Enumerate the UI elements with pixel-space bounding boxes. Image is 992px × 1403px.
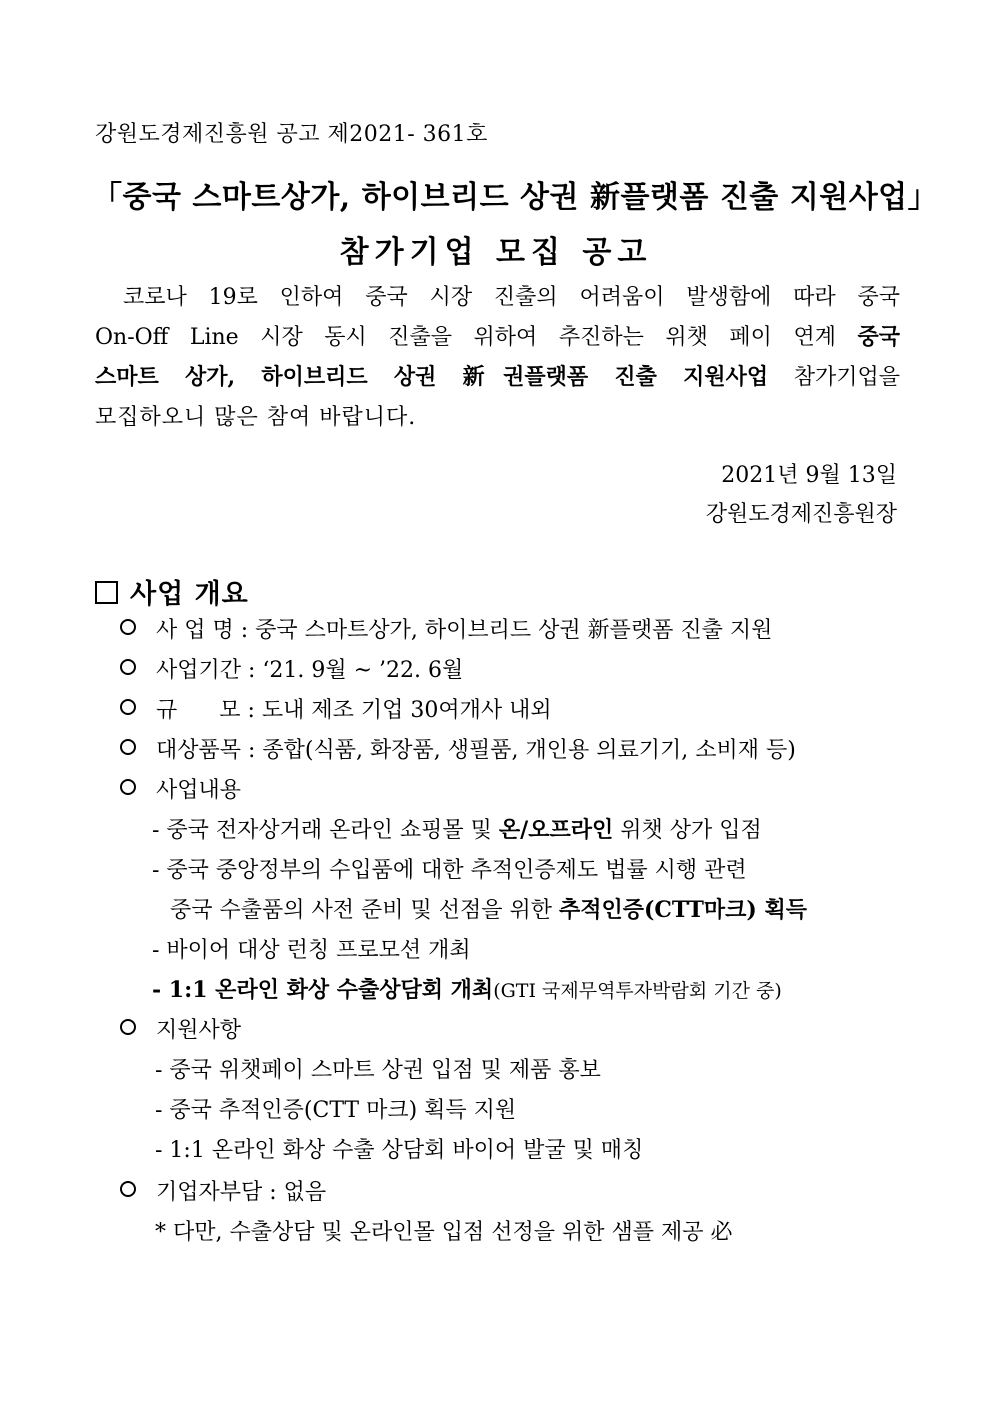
intro-line-1: 코로나 19로 인하여 중국 시장 진출의 어려움이 발생함에 따라 중국 [123, 285, 900, 310]
intro-line-3: 스마트 상가, 하이브리드 상권 新권플랫폼 진출 지원사업 참가기업을 [95, 364, 900, 390]
circle-bullet-icon [120, 619, 136, 635]
support-line: - 중국 추적인증(CTT 마크) 획득 지원 [155, 1098, 517, 1123]
content-line: 중국 수출품의 사전 준비 및 선점을 위한 추적인증(CTT마크) 획득 [170, 897, 807, 923]
content-line: - 바이어 대상 런칭 프로모션 개최 [152, 938, 471, 963]
circle-bullet-icon [120, 1019, 136, 1035]
notice-date: 2021년 9월 13일 [721, 463, 897, 488]
overview-item: 기업자부담 : 없음 [120, 1175, 326, 1206]
intro-line-4: 모집하오니 많은 참여 바랍니다. [95, 405, 417, 430]
intro-line-2: On-Off Line 시장 동시 진출을 위하여 추진하는 위챗 페이 연계 중국 [95, 324, 900, 350]
content-line: - 중국 전자상거래 온라인 쇼핑몰 및 온/오프라인 위챗 상가 입점 [152, 817, 762, 843]
support-line: - 중국 위챗페이 스마트 상권 입점 및 제품 홍보 [155, 1058, 601, 1083]
issuer-name: 강원도경제진흥원장 [705, 502, 897, 527]
content-line: - 중국 중앙정부의 수입품에 대한 추적인증제도 법률 시행 관련 [152, 858, 747, 883]
circle-bullet-icon [120, 739, 136, 755]
overview-item: 대상품목 : 종합(식품, 화장품, 생필품, 개인용 의료기기, 소비재 등) [120, 733, 796, 764]
circle-bullet-icon [120, 1181, 136, 1197]
title-line-1: 「중국 스마트상가, 하이브리드 상권 新플랫폼 진출 지원사업」 [92, 180, 939, 215]
circle-bullet-icon [120, 779, 136, 795]
content-line: - 1:1 온라인 화상 수출상담회 개최(GTI 국제무역투자박람회 기간 중) [152, 977, 782, 1003]
overview-item: 사업내용 [120, 773, 241, 804]
overview-item: 규 모 : 도내 제조 기업 30여개사 내외 [120, 693, 552, 724]
overview-item: 사 업 명 : 중국 스마트상가, 하이브리드 상권 新플랫폼 진출 지원 [120, 613, 772, 644]
circle-bullet-icon [120, 699, 136, 715]
support-line: - 1:1 온라인 화상 수출 상담회 바이어 발굴 및 매칭 [155, 1138, 644, 1163]
notice-number: 강원도경제진흥원 공고 제2021- 361호 [95, 122, 488, 147]
title-line-2: 참가기업 모집 공고 [339, 235, 653, 270]
checkbox-square-icon [95, 581, 118, 604]
note-line: * 다만, 수출상담 및 온라인몰 입점 선정을 위한 샘플 제공 必 [155, 1220, 733, 1245]
overview-item: 사업기간 : ‘21. 9월 ~ ’22. 6월 [120, 653, 463, 684]
section-heading: 사업 개요 [95, 572, 249, 611]
overview-item: 지원사항 [120, 1013, 241, 1044]
circle-bullet-icon [120, 659, 136, 675]
